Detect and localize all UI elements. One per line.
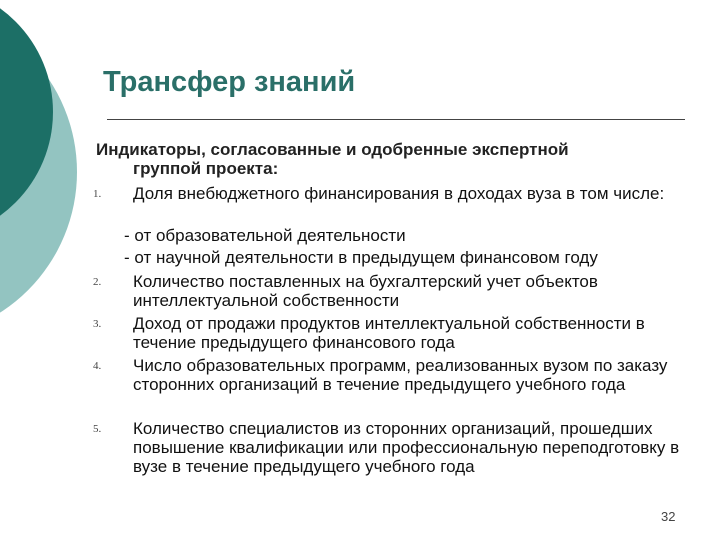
list-item-text: Число образовательных программ, реализованных вузом по заказу сторонних организаций в течение предыдущего учебного года xyxy=(133,356,668,394)
list-number: 5. xyxy=(93,423,102,435)
list-number: 4. xyxy=(93,360,102,372)
intro-line-1: Индикаторы, согласованные и одобренные экспертной xyxy=(96,140,569,159)
list-item-text: Доход от продажи продуктов интеллектуальной собственности в течение предыдущего финансового года xyxy=(133,314,645,352)
list-number: 2. xyxy=(93,276,102,288)
sub-item: - от образовательной деятельности xyxy=(124,226,406,245)
intro-line-2: группой проекта: xyxy=(133,159,279,178)
sub-item: - от научной деятельности в предыдущем финансовом году xyxy=(124,248,598,267)
intro-heading xyxy=(96,140,666,178)
list-item-text: Количество специалистов из сторонних организаций, прошедших повышение квалификации или профессиональную переподготовку в вузе в течение предыдущего учебного года xyxy=(133,419,680,476)
dark-teal-circle xyxy=(0,0,53,240)
list-number: 3. xyxy=(93,318,102,330)
light-teal-circle xyxy=(0,5,77,339)
list-number: 1. xyxy=(93,188,102,200)
list-item-text: Доля внебюджетного финансирования в доходах вуза в том числе: xyxy=(133,184,665,203)
page-number: 32 xyxy=(661,509,676,524)
list-item-text: Количество поставленных на бухгалтерский учет объектов интеллектуальной собственности xyxy=(133,272,598,310)
title-divider xyxy=(107,119,685,120)
slide-title: Трансфер знаний xyxy=(103,66,356,98)
